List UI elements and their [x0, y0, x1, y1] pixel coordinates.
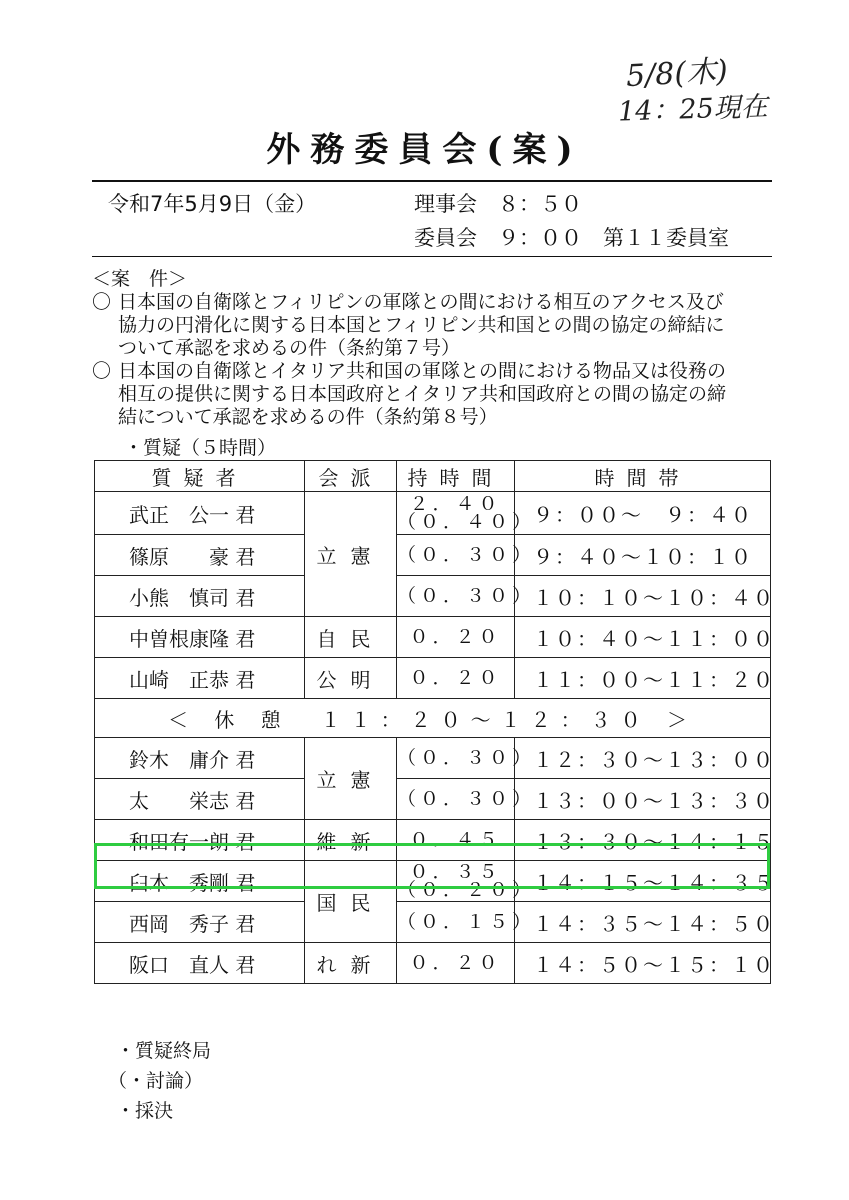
- allotted-time: [397, 492, 536, 535]
- questioner-name: 武正 公一 君: [95, 492, 305, 535]
- allotted-total: ０．３５: [409, 861, 502, 883]
- questioner-name: 西岡 秀子 君: [95, 902, 305, 943]
- questioning-heading: ・質疑（５時間）: [124, 437, 277, 459]
- recess-cell: ＜ 休 憩 １１：２０〜１２：３０ ＞: [95, 699, 771, 738]
- questioner-name: 臼木 秀剛 君: [95, 861, 305, 902]
- bottom-rule: [92, 256, 772, 257]
- allotted-time: （０．３０）: [397, 576, 515, 617]
- table-row: [95, 576, 771, 617]
- time-slot: １０：４０〜１１：００: [515, 617, 771, 658]
- document-title: 外務委員会(案): [266, 130, 583, 170]
- meeting-date: 令和7年5月9日（金）: [108, 192, 317, 216]
- party-cell: 立憲: [305, 492, 397, 617]
- allotted-time: [397, 861, 536, 902]
- col-header-allotted: 持時間: [397, 461, 515, 492]
- handwritten-date: 5/8(木): [625, 53, 729, 95]
- committee-time-room: 委員会 ９：００ 第１１委員室: [414, 226, 729, 250]
- circle-bullet-icon: 〇: [92, 360, 112, 382]
- questioner-name: 小熊 慎司 君: [95, 576, 305, 617]
- table-row: [95, 902, 771, 943]
- allotted-time: ０．２０: [397, 658, 515, 699]
- step-debate: （・討論）: [108, 1070, 204, 1092]
- questioner-name: 篠原 豪 君: [95, 535, 305, 576]
- questioner-name: 阪口 直人 君: [95, 943, 305, 984]
- agenda-heading: ＜案 件＞: [92, 268, 188, 290]
- table-row: [95, 617, 771, 658]
- time-slot: １４：１５〜１４：３５: [515, 861, 771, 902]
- table-row: [95, 658, 771, 699]
- handwritten-time: 14：25現在: [617, 91, 769, 128]
- table-row: [95, 779, 771, 820]
- time-slot: ９：００〜 ９：４０: [515, 492, 771, 535]
- time-slot: １０：１０〜１０：４０: [515, 576, 771, 617]
- col-header-questioner: 質疑者: [95, 461, 305, 492]
- party-cell: 国民: [305, 861, 397, 943]
- time-slot: １３：００〜１３：３０: [515, 779, 771, 820]
- questioning-table: [94, 460, 775, 984]
- table-row: [95, 861, 771, 902]
- agenda-item-line: 協力の円滑化に関する日本国とフィリピン共和国との間の協定の締結に: [118, 314, 725, 336]
- top-rule: [92, 180, 772, 182]
- party-cell: 維新: [305, 820, 397, 861]
- allotted-time: （０．３０）: [397, 738, 515, 779]
- table-row-highlighted: [95, 820, 771, 861]
- questioner-name: 和田有一朗 君: [95, 820, 305, 861]
- agenda-item-line: 結について承認を求めるの件（条約第８号）: [118, 406, 498, 428]
- questioner-name: 太 栄志 君: [95, 779, 305, 820]
- time-slot: １１：００〜１１：２０: [515, 658, 771, 699]
- table-row: [95, 492, 771, 535]
- allotted-time: （０．３０）: [397, 779, 515, 820]
- questioner-name: 鈴木 庸介 君: [95, 738, 305, 779]
- allotted-sub: （０．２０）: [397, 879, 536, 901]
- agenda-section: [92, 268, 792, 429]
- party-cell: れ新: [305, 943, 397, 984]
- time-slot: １２：３０〜１３：００: [515, 738, 771, 779]
- party-cell: 公明: [305, 658, 397, 699]
- party-cell: 立憲: [305, 738, 397, 820]
- handwritten-note: [618, 52, 828, 126]
- col-header-time-slot: 時間帯: [515, 461, 771, 492]
- time-slot: １４：５０〜１５：１０: [515, 943, 771, 984]
- questioner-name: 山崎 正恭 君: [95, 658, 305, 699]
- allotted-time: ０．４５: [397, 820, 515, 861]
- allotted-time: ０．２０: [397, 617, 515, 658]
- allotted-total: ２．４０: [409, 493, 502, 515]
- circle-bullet-icon: 〇: [92, 291, 112, 313]
- party-cell: 自民: [305, 617, 397, 658]
- footer-steps: [108, 1036, 211, 1126]
- allotted-time: （０．１５）: [397, 902, 515, 943]
- table-header-row: [95, 461, 771, 492]
- questioner-name: 中曽根康隆 君: [95, 617, 305, 658]
- agenda-item-line: 相互の提供に関する日本国政府とイタリア共和国政府との間の協定の締: [118, 383, 727, 405]
- agenda-item-line: ついて承認を求めるの件（条約第７号）: [118, 337, 461, 359]
- allotted-time: （０．３０）: [397, 535, 515, 576]
- time-slot: ９：４０〜１０：１０: [515, 535, 771, 576]
- time-slot: １４：３５〜１４：５０: [515, 902, 771, 943]
- recess-row: [95, 699, 771, 738]
- step-vote: ・採決: [116, 1100, 174, 1122]
- allotted-sub: （０．４０）: [397, 511, 536, 533]
- agenda-item-1: [92, 291, 792, 360]
- agenda-item-line: 日本国の自衛隊とフィリピンの軍隊との間における相互のアクセス及び: [118, 291, 724, 313]
- table-row: [95, 535, 771, 576]
- agenda-item-2: [92, 360, 792, 429]
- col-header-party: 会派: [305, 461, 397, 492]
- allotted-time: ０．２０: [397, 943, 515, 984]
- step-end-questioning: ・質疑終局: [116, 1040, 212, 1062]
- time-slot: １３：３０〜１４：１５: [515, 820, 771, 861]
- table-row: [95, 943, 771, 984]
- table-row: [95, 738, 771, 779]
- board-meeting-time: 理事会 ８：５０: [414, 192, 582, 216]
- agenda-item-line: 日本国の自衛隊とイタリア共和国の軍隊との間における物品又は役務の: [118, 360, 727, 382]
